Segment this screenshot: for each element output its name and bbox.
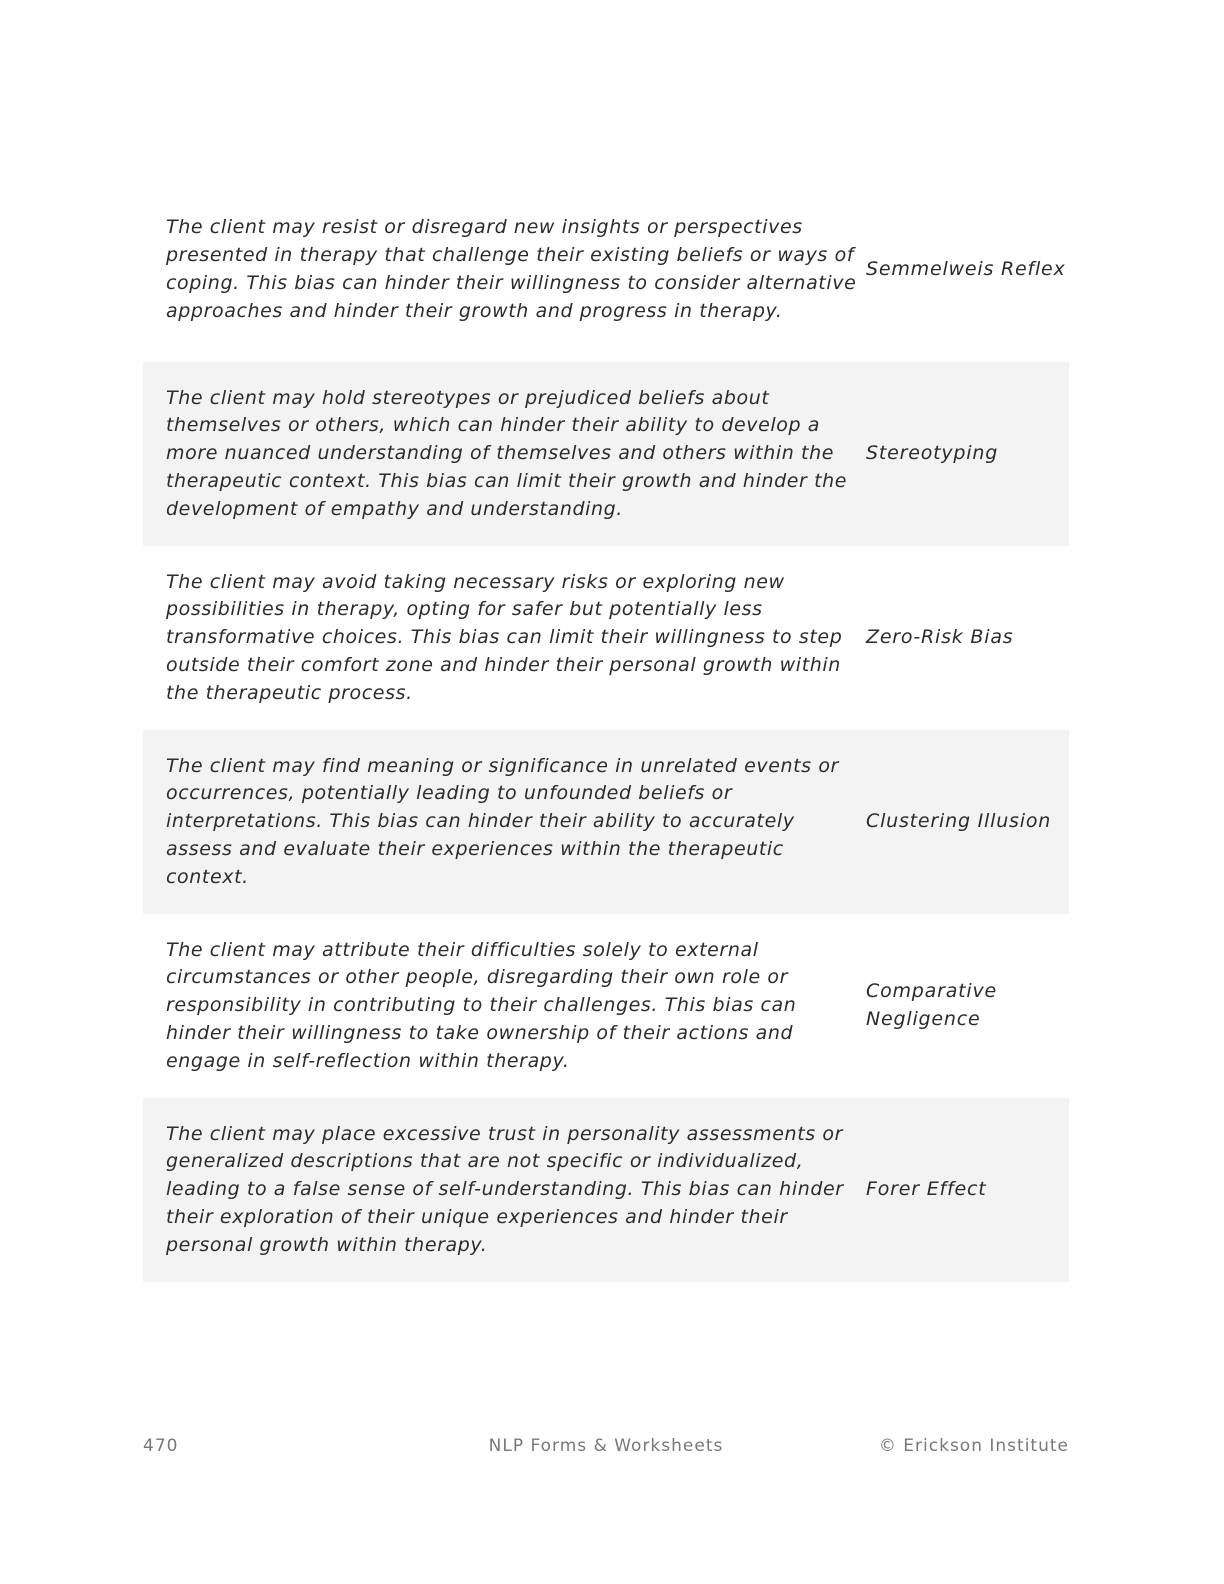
bias-description: The client may avoid taking necessary risks or exploring new possibilities in therapy, opting for safer but potentially less transformative choices. This bias can limit their willingness to step outside their comfort zone and hinder their personal growth within the therapeutic process.: [166, 570, 843, 704]
bias-term: Forer Effect: [866, 1178, 987, 1201]
page-number: 470: [143, 1436, 179, 1456]
bias-term: Semmelweis Reflex: [866, 258, 1066, 281]
bias-description: The client may find meaning or significance in unrelated events or occurrences, potentially leading to unfounded beliefs or interpretations. This bias can hinder their ability to accurately assess and evaluate their experiences within the therapeutic context.: [166, 754, 839, 888]
bias-description: The client may resist or disregard new insights or perspectives presented in therapy that challenge their existing beliefs or ways of coping. This bias can hinder their willingness to consider alternative approaches and hinder their growth and progress in therapy.: [166, 216, 857, 322]
bias-term: Zero-Risk Bias: [866, 626, 1014, 649]
table-row: [143, 914, 1069, 1098]
page-footer: [143, 1436, 1069, 1460]
table-row: [143, 362, 1069, 546]
document-title: NLP Forms & Worksheets: [488, 1436, 724, 1456]
table-row: [143, 730, 1069, 914]
bias-description: The client may place excessive trust in personality assessments or generalized descriptions that are not specific or individualized, leading to a false sense of self-understanding. This bias can hinder their exploration of their unique experiences and hinder their personal growth within therapy.: [166, 1122, 844, 1256]
table-row: [143, 1098, 1069, 1282]
bias-description: The client may attribute their difficulties solely to external circumstances or other people, disregarding their own role or responsibility in contributing to their challenges. This bias can hinder their willingness to take ownership of their actions and engage in self-reflection within therapy.: [166, 938, 797, 1072]
bias-term: Clustering Illusion: [866, 810, 1052, 833]
bias-description: The client may hold stereotypes or prejudiced beliefs about themselves or others, which can hinder their ability to develop a more nuanced understanding of themselves and others within the therapeutic context. This bias can limit their growth and hinder the development of empathy and understanding.: [166, 386, 848, 520]
copyright: © Erickson Institute: [878, 1436, 1069, 1456]
bias-table: [143, 178, 1069, 1282]
table-row: [143, 546, 1069, 730]
bias-term: Comparative Negligence: [866, 980, 998, 1030]
table-row: [143, 178, 1069, 362]
bias-term: Stereotyping: [866, 442, 999, 465]
